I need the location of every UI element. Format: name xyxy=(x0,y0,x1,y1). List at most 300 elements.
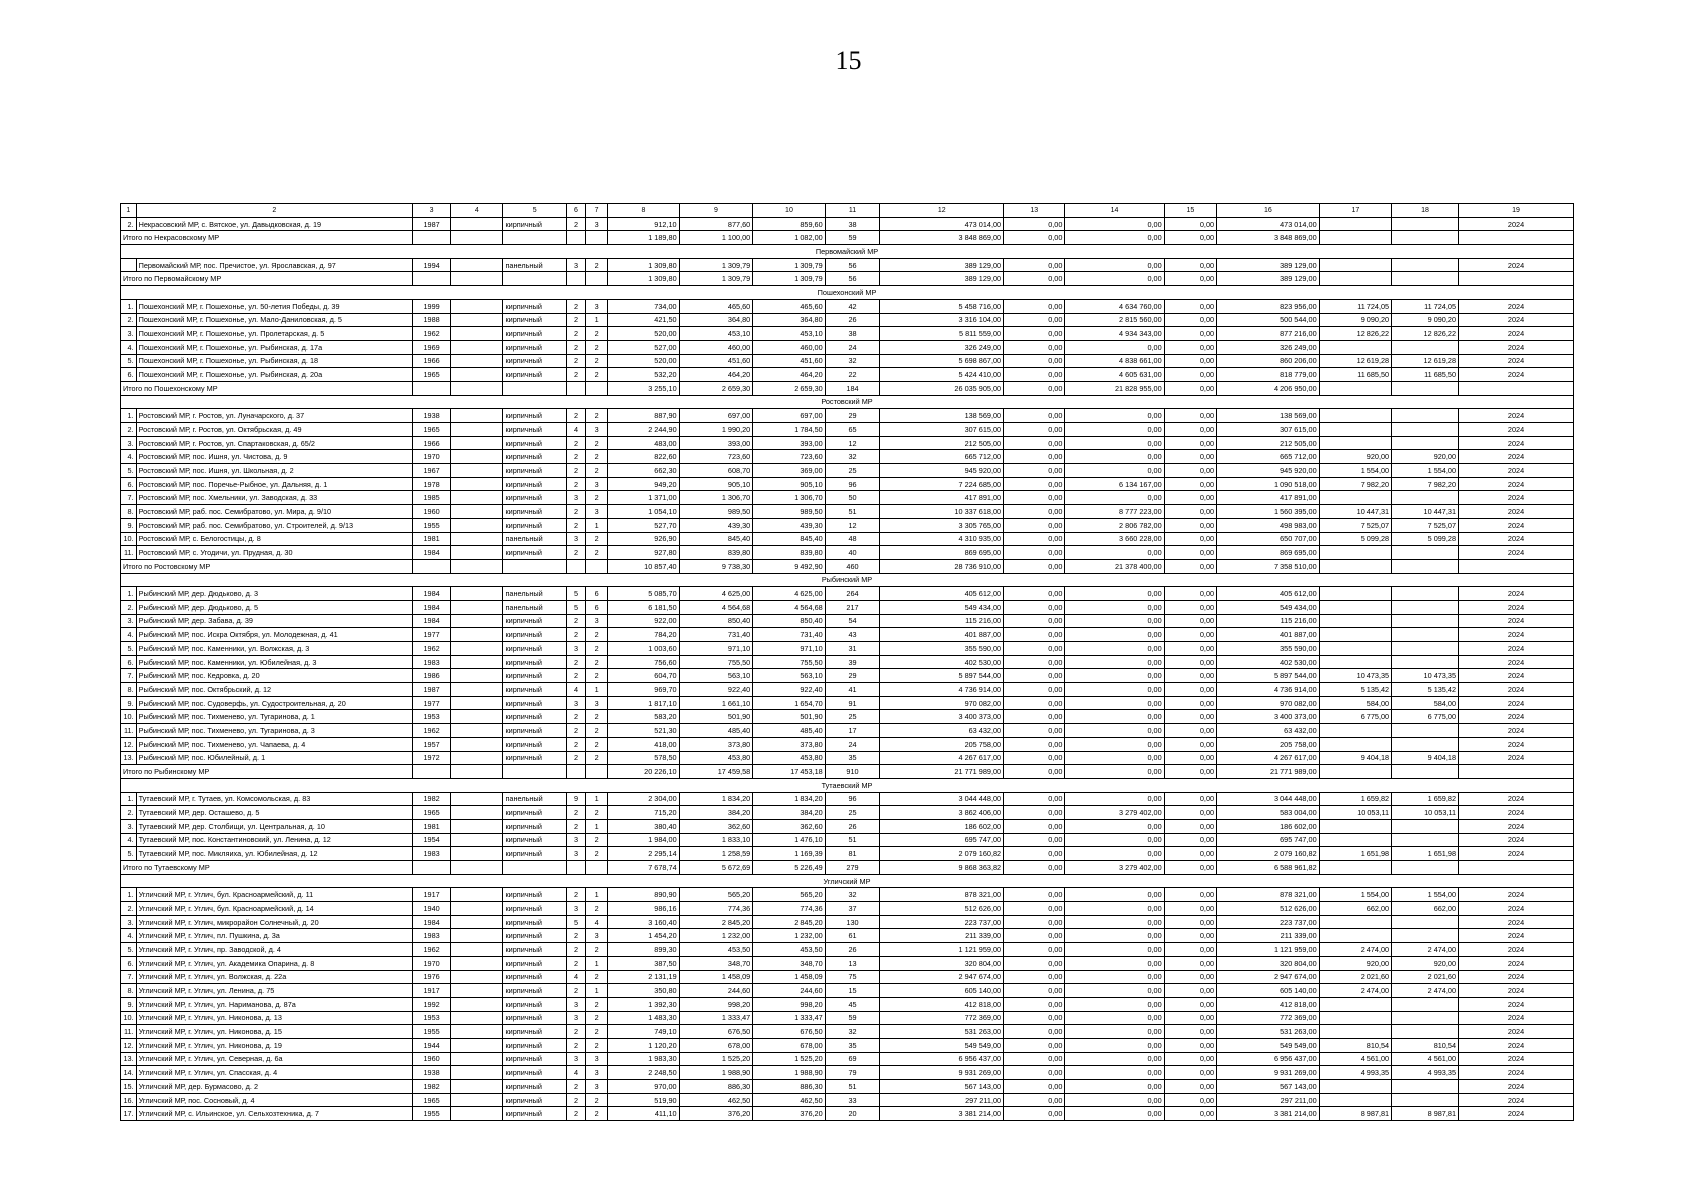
table-cell: 810,54 xyxy=(1392,1038,1459,1052)
table-cell: 26 xyxy=(825,819,880,833)
table-cell xyxy=(1392,409,1459,423)
table-cell: 2024 xyxy=(1459,970,1574,984)
table-cell xyxy=(1319,724,1391,738)
table-row xyxy=(121,532,1574,546)
table-cell xyxy=(1392,655,1459,669)
table-cell: 1 xyxy=(585,683,607,697)
table-cell: 6 956 437,00 xyxy=(880,1052,1004,1066)
table-cell xyxy=(451,819,503,833)
table-cell: 1 554,00 xyxy=(1319,888,1391,902)
table-cell: 4 838 661,00 xyxy=(1065,354,1164,368)
table-cell: 54 xyxy=(825,614,880,628)
table-cell: 878 321,00 xyxy=(880,888,1004,902)
table-cell: 79 xyxy=(825,1066,880,1080)
table-cell: 0,00 xyxy=(1065,258,1164,272)
table-row xyxy=(121,546,1574,560)
table-cell: 1965 xyxy=(413,423,451,437)
table-cell: 1972 xyxy=(413,751,451,765)
table-cell: 6. xyxy=(121,655,137,669)
table-cell: 899,30 xyxy=(608,943,679,957)
table-cell: 0,00 xyxy=(1065,642,1164,656)
table-row xyxy=(121,915,1574,929)
table-cell: 578,50 xyxy=(608,751,679,765)
table-cell: кирпичный xyxy=(503,696,567,710)
total-cell xyxy=(1392,381,1459,395)
address-cell: Ростовский МР, раб. пос. Семибратово, ул. Строителей, д. 9/13 xyxy=(136,518,413,532)
table-cell: 401 887,00 xyxy=(1217,628,1320,642)
table-cell: 405 612,00 xyxy=(1217,587,1320,601)
total-cell xyxy=(1319,272,1391,286)
table-row xyxy=(121,683,1574,697)
table-cell: 2 xyxy=(567,450,586,464)
table-cell: 2 xyxy=(567,409,586,423)
table-row xyxy=(121,518,1574,532)
total-cell: 28 736 910,00 xyxy=(880,559,1004,573)
total-cell xyxy=(1319,559,1391,573)
table-cell: 3. xyxy=(121,915,137,929)
table-cell: 6 775,00 xyxy=(1319,710,1391,724)
table-cell: 205 758,00 xyxy=(1217,737,1320,751)
total-cell: 389 129,00 xyxy=(880,272,1004,286)
table-cell: 922,40 xyxy=(679,683,753,697)
total-cell xyxy=(1319,765,1391,779)
table-cell: 0,00 xyxy=(1004,587,1065,601)
table-cell: 6. xyxy=(121,477,137,491)
table-cell: 0,00 xyxy=(1004,819,1065,833)
total-cell: 7 358 510,00 xyxy=(1217,559,1320,573)
table-cell: 0,00 xyxy=(1164,902,1216,916)
column-number: 8 xyxy=(608,204,679,218)
total-cell: 5 672,69 xyxy=(679,861,753,875)
table-cell: 1 476,10 xyxy=(753,833,825,847)
table-cell: 9. xyxy=(121,997,137,1011)
table-row xyxy=(121,737,1574,751)
table-cell: кирпичный xyxy=(503,833,567,847)
table-cell: 2024 xyxy=(1459,436,1574,450)
table-cell xyxy=(451,491,503,505)
table-cell: 10. xyxy=(121,532,137,546)
table-cell: 2024 xyxy=(1459,423,1574,437)
address-cell: Пошехонский МР, г. Пошехонье, ул. Рыбинская, д. 18 xyxy=(136,354,413,368)
table-cell: 2 xyxy=(585,340,607,354)
table-cell: 5 811 559,00 xyxy=(880,327,1004,341)
table-cell: 0,00 xyxy=(1065,1080,1164,1094)
table-cell: 96 xyxy=(825,792,880,806)
table-cell: 0,00 xyxy=(1164,1038,1216,1052)
table-cell xyxy=(1319,436,1391,450)
table-cell: 1 834,20 xyxy=(753,792,825,806)
table-cell: 483,00 xyxy=(608,436,679,450)
table-cell xyxy=(451,340,503,354)
table-cell: 3 400 373,00 xyxy=(880,710,1004,724)
total-label: Итого по Первомайскому МР xyxy=(121,272,413,286)
table-cell: 2024 xyxy=(1459,518,1574,532)
table-cell: 969,70 xyxy=(608,683,679,697)
column-number: 9 xyxy=(679,204,753,218)
table-cell: 563,10 xyxy=(753,669,825,683)
table-cell: 8 777 223,00 xyxy=(1065,505,1164,519)
address-cell: Рыбинский МР, пос. Тихменево, ул. Тугаринова, д. 3 xyxy=(136,724,413,738)
table-cell: 0,00 xyxy=(1164,710,1216,724)
table-cell: 2 845,20 xyxy=(753,915,825,929)
table-cell: 0,00 xyxy=(1065,423,1164,437)
table-cell: кирпичный xyxy=(503,710,567,724)
table-cell: 0,00 xyxy=(1065,929,1164,943)
table-cell: 0,00 xyxy=(1004,1011,1065,1025)
table-cell xyxy=(1392,1025,1459,1039)
table-cell: 9 090,20 xyxy=(1319,313,1391,327)
table-row xyxy=(121,1011,1574,1025)
table-cell: 40 xyxy=(825,546,880,560)
table-cell: 0,00 xyxy=(1065,1011,1164,1025)
table-cell: 567 143,00 xyxy=(1217,1080,1320,1094)
address-cell: Рыбинский МР, пос. Кедровка, д. 20 xyxy=(136,669,413,683)
table-cell: 2 xyxy=(567,737,586,751)
table-cell: 1 483,30 xyxy=(608,1011,679,1025)
table-cell: 0,00 xyxy=(1164,217,1216,231)
table-cell: 31 xyxy=(825,642,880,656)
total-cell: 0,00 xyxy=(1164,861,1216,875)
table-cell: 0,00 xyxy=(1164,997,1216,1011)
table-cell: 2 xyxy=(567,984,586,998)
table-cell: 2 xyxy=(585,354,607,368)
table-cell: 2024 xyxy=(1459,984,1574,998)
table-cell: 362,60 xyxy=(753,819,825,833)
table-cell: 860 206,00 xyxy=(1217,354,1320,368)
table-cell: 0,00 xyxy=(1004,614,1065,628)
page-number: 15 xyxy=(835,46,862,75)
table-cell xyxy=(451,1093,503,1107)
table-cell: 1 333,47 xyxy=(679,1011,753,1025)
total-cell: 279 xyxy=(825,861,880,875)
table-cell: 2 xyxy=(567,1080,586,1094)
table-cell: кирпичный xyxy=(503,997,567,1011)
table-cell: 0,00 xyxy=(1004,984,1065,998)
table-cell: 0,00 xyxy=(1065,1052,1164,1066)
table-cell: 1984 xyxy=(413,614,451,628)
table-cell: кирпичный xyxy=(503,1066,567,1080)
empty-cell xyxy=(451,861,503,875)
table-cell: 0,00 xyxy=(1164,450,1216,464)
table-cell: 583 004,00 xyxy=(1217,806,1320,820)
empty-cell xyxy=(585,381,607,395)
total-cell: 0,00 xyxy=(1065,272,1164,286)
table-cell: кирпичный xyxy=(503,217,567,231)
table-cell: 217 xyxy=(825,600,880,614)
table-cell: 1 659,82 xyxy=(1319,792,1391,806)
table-cell: кирпичный xyxy=(503,847,567,861)
table-cell: 1 651,98 xyxy=(1319,847,1391,861)
table-cell xyxy=(451,368,503,382)
empty-cell xyxy=(567,765,586,779)
table-cell: 0,00 xyxy=(1164,614,1216,628)
table-cell: 2024 xyxy=(1459,505,1574,519)
table-cell xyxy=(1392,217,1459,231)
table-cell: 51 xyxy=(825,1080,880,1094)
table-cell: 2 xyxy=(567,669,586,683)
table-cell: 676,50 xyxy=(679,1025,753,1039)
table-cell: 37 xyxy=(825,902,880,916)
table-cell: 32 xyxy=(825,1025,880,1039)
table-cell: 784,20 xyxy=(608,628,679,642)
table-cell xyxy=(1392,819,1459,833)
table-cell xyxy=(1392,258,1459,272)
table-cell: 0,00 xyxy=(1065,1107,1164,1121)
table-cell: 2. xyxy=(121,423,137,437)
table-cell: 0,00 xyxy=(1004,970,1065,984)
table-cell xyxy=(1319,642,1391,656)
section-heading-row xyxy=(121,245,1574,259)
total-label: Итого по Рыбинскому МР xyxy=(121,765,413,779)
table-cell: 402 530,00 xyxy=(1217,655,1320,669)
table-cell: 10. xyxy=(121,710,137,724)
table-cell: 4 993,35 xyxy=(1319,1066,1391,1080)
table-cell: 8 987,81 xyxy=(1392,1107,1459,1121)
total-cell: 1 082,00 xyxy=(753,231,825,245)
table-cell: 465,60 xyxy=(753,299,825,313)
table-cell xyxy=(1319,1093,1391,1107)
table-cell xyxy=(451,450,503,464)
table-cell: 1953 xyxy=(413,710,451,724)
table-cell: 0,00 xyxy=(1004,1038,1065,1052)
table-cell xyxy=(451,1025,503,1039)
table-cell: 0,00 xyxy=(1164,532,1216,546)
table-cell: 297 211,00 xyxy=(880,1093,1004,1107)
table-cell: 1 784,50 xyxy=(753,423,825,437)
total-cell: 26 035 905,00 xyxy=(880,381,1004,395)
table-cell: 0,00 xyxy=(1004,997,1065,1011)
table-cell: 0,00 xyxy=(1164,915,1216,929)
table-cell: 1984 xyxy=(413,546,451,560)
table-cell: 2 079 160,82 xyxy=(880,847,1004,861)
table-cell: 0,00 xyxy=(1065,655,1164,669)
table-cell: 51 xyxy=(825,505,880,519)
table-cell: 2 xyxy=(567,628,586,642)
table-cell: 3 381 214,00 xyxy=(1217,1107,1320,1121)
table-cell: 0,00 xyxy=(1164,368,1216,382)
table-cell: 1 817,10 xyxy=(608,696,679,710)
table-cell: 905,10 xyxy=(679,477,753,491)
table-cell: 22 xyxy=(825,368,880,382)
table-cell: 0,00 xyxy=(1065,546,1164,560)
table-cell: 2 xyxy=(567,943,586,957)
table-cell: 662,00 xyxy=(1392,902,1459,916)
table-cell: 464,20 xyxy=(753,368,825,382)
table-cell: 5. xyxy=(121,847,137,861)
table-row xyxy=(121,217,1574,231)
total-row xyxy=(121,381,1574,395)
table-cell: 138 569,00 xyxy=(1217,409,1320,423)
total-cell xyxy=(1392,861,1459,875)
address-cell: Рыбинский МР, дер. Дюдьково, д. 5 xyxy=(136,600,413,614)
table-cell: 0,00 xyxy=(1164,299,1216,313)
table-cell: 2024 xyxy=(1459,340,1574,354)
table-row xyxy=(121,984,1574,998)
table-cell: 2024 xyxy=(1459,477,1574,491)
table-cell: 0,00 xyxy=(1164,1093,1216,1107)
table-cell xyxy=(451,258,503,272)
table-row xyxy=(121,450,1574,464)
column-number: 7 xyxy=(585,204,607,218)
table-cell: 772 369,00 xyxy=(1217,1011,1320,1025)
total-row xyxy=(121,272,1574,286)
table-cell: 11. xyxy=(121,546,137,560)
table-cell: 38 xyxy=(825,217,880,231)
column-number: 15 xyxy=(1164,204,1216,218)
table-cell: 886,30 xyxy=(753,1080,825,1094)
table-cell: 0,00 xyxy=(1065,696,1164,710)
table-cell: 14. xyxy=(121,1066,137,1080)
table-cell: 6 xyxy=(585,600,607,614)
table-cell: 0,00 xyxy=(1164,751,1216,765)
table-cell: 2 474,00 xyxy=(1392,984,1459,998)
table-cell: кирпичный xyxy=(503,518,567,532)
table-cell: 9 931 269,00 xyxy=(880,1066,1004,1080)
table-cell: 0,00 xyxy=(1164,970,1216,984)
table-cell: 5 099,28 xyxy=(1392,532,1459,546)
table-cell: 50 xyxy=(825,491,880,505)
table-cell: 1966 xyxy=(413,354,451,368)
table-cell: 453,10 xyxy=(679,327,753,341)
table-cell: 1 306,70 xyxy=(753,491,825,505)
address-cell: Угличский МР, г. Углич, микрорайон Солнечный, д. 20 xyxy=(136,915,413,929)
table-cell: 2 xyxy=(567,518,586,532)
table-cell xyxy=(451,299,503,313)
table-cell: 1 458,09 xyxy=(679,970,753,984)
table-cell: 5 135,42 xyxy=(1319,683,1391,697)
table-row xyxy=(121,902,1574,916)
table-cell: 665 712,00 xyxy=(880,450,1004,464)
table-cell: 11 685,50 xyxy=(1319,368,1391,382)
table-cell: 531 263,00 xyxy=(880,1025,1004,1039)
table-cell: 387,50 xyxy=(608,956,679,970)
table-cell xyxy=(1392,546,1459,560)
table-cell: 2 xyxy=(585,327,607,341)
table-cell: 1954 xyxy=(413,833,451,847)
table-row xyxy=(121,299,1574,313)
table-cell: 12 826,22 xyxy=(1319,327,1391,341)
total-cell: 21 828 955,00 xyxy=(1065,381,1164,395)
table-cell: 7. xyxy=(121,970,137,984)
table-cell: 1. xyxy=(121,409,137,423)
table-cell: 3 xyxy=(567,696,586,710)
table-cell xyxy=(451,600,503,614)
table-cell: 130 xyxy=(825,915,880,929)
section-heading: Ростовский МР xyxy=(121,395,1574,409)
table-cell xyxy=(451,505,503,519)
table-cell: 211 339,00 xyxy=(1217,929,1320,943)
table-cell: 412 818,00 xyxy=(1217,997,1320,1011)
table-cell: 0,00 xyxy=(1065,943,1164,957)
table-cell: 2024 xyxy=(1459,258,1574,272)
table-cell: 0,00 xyxy=(1065,956,1164,970)
table-cell: 10 447,31 xyxy=(1392,505,1459,519)
table-cell: кирпичный xyxy=(503,915,567,929)
address-cell: Рыбинский МР, пос. Судоверфь, ул. Судостроительная, д. 20 xyxy=(136,696,413,710)
table-cell: 373,80 xyxy=(679,737,753,751)
table-cell: кирпичный xyxy=(503,943,567,957)
table-cell: 326 249,00 xyxy=(1217,340,1320,354)
address-cell: Рыбинский МР, дер. Дюдьково, д. 3 xyxy=(136,587,413,601)
table-cell: 0,00 xyxy=(1164,984,1216,998)
table-cell: 2024 xyxy=(1459,614,1574,628)
table-cell: 2 xyxy=(567,956,586,970)
empty-cell xyxy=(451,765,503,779)
table-cell xyxy=(451,532,503,546)
table-cell: 734,00 xyxy=(608,299,679,313)
table-cell: 4 736 914,00 xyxy=(1217,683,1320,697)
table-cell xyxy=(1319,409,1391,423)
table-cell: 0,00 xyxy=(1164,327,1216,341)
table-cell: 4 xyxy=(567,683,586,697)
table-cell xyxy=(451,464,503,478)
table-cell: 20 xyxy=(825,1107,880,1121)
table-row xyxy=(121,847,1574,861)
table-cell: 2 xyxy=(585,258,607,272)
table-cell: кирпичный xyxy=(503,655,567,669)
table-cell: 3. xyxy=(121,819,137,833)
table-cell: 2024 xyxy=(1459,997,1574,1011)
table-cell: 2. xyxy=(121,313,137,327)
table-cell xyxy=(451,943,503,957)
table-cell: 1962 xyxy=(413,724,451,738)
table-cell: 731,40 xyxy=(753,628,825,642)
table-cell: 2 xyxy=(585,464,607,478)
address-cell: Ростовский МР, г. Ростов, ул. Луначарского, д. 37 xyxy=(136,409,413,423)
table-cell: 380,40 xyxy=(608,819,679,833)
table-row xyxy=(121,368,1574,382)
table-cell: 320 804,00 xyxy=(1217,956,1320,970)
table-cell: 0,00 xyxy=(1164,1011,1216,1025)
table-cell: 0,00 xyxy=(1004,669,1065,683)
table-cell: 501,90 xyxy=(679,710,753,724)
table-cell: 1 554,00 xyxy=(1319,464,1391,478)
table-cell: 2 xyxy=(567,929,586,943)
table-cell: 604,70 xyxy=(608,669,679,683)
table-cell: кирпичный xyxy=(503,751,567,765)
table-cell: 0,00 xyxy=(1065,340,1164,354)
table-cell xyxy=(451,1011,503,1025)
address-cell: Ростовский МР, раб. пос. Семибратово, ул. Мира, д. 9/10 xyxy=(136,505,413,519)
table-cell: 1 xyxy=(585,518,607,532)
empty-cell xyxy=(503,765,567,779)
table-cell: 0,00 xyxy=(1004,737,1065,751)
empty-cell xyxy=(567,381,586,395)
table-cell: 3 xyxy=(585,1052,607,1066)
table-cell: 355 590,00 xyxy=(880,642,1004,656)
table-cell: 715,20 xyxy=(608,806,679,820)
table-cell xyxy=(1392,628,1459,642)
column-number: 10 xyxy=(753,204,825,218)
table-cell: 1 525,20 xyxy=(753,1052,825,1066)
total-row xyxy=(121,861,1574,875)
table-cell xyxy=(451,655,503,669)
table-cell: 6 181,50 xyxy=(608,600,679,614)
table-cell: 7. xyxy=(121,491,137,505)
table-cell: 12 xyxy=(825,518,880,532)
table-cell: 0,00 xyxy=(1004,915,1065,929)
table-cell xyxy=(451,1038,503,1052)
table-cell: 697,00 xyxy=(679,409,753,423)
table-cell xyxy=(451,683,503,697)
table-cell: 2024 xyxy=(1459,1107,1574,1121)
table-cell: кирпичный xyxy=(503,436,567,450)
table-cell: 1955 xyxy=(413,1107,451,1121)
table-cell: 665 712,00 xyxy=(1217,450,1320,464)
table-cell: 205 758,00 xyxy=(880,737,1004,751)
table-cell: 0,00 xyxy=(1164,1052,1216,1066)
table-cell xyxy=(1319,614,1391,628)
